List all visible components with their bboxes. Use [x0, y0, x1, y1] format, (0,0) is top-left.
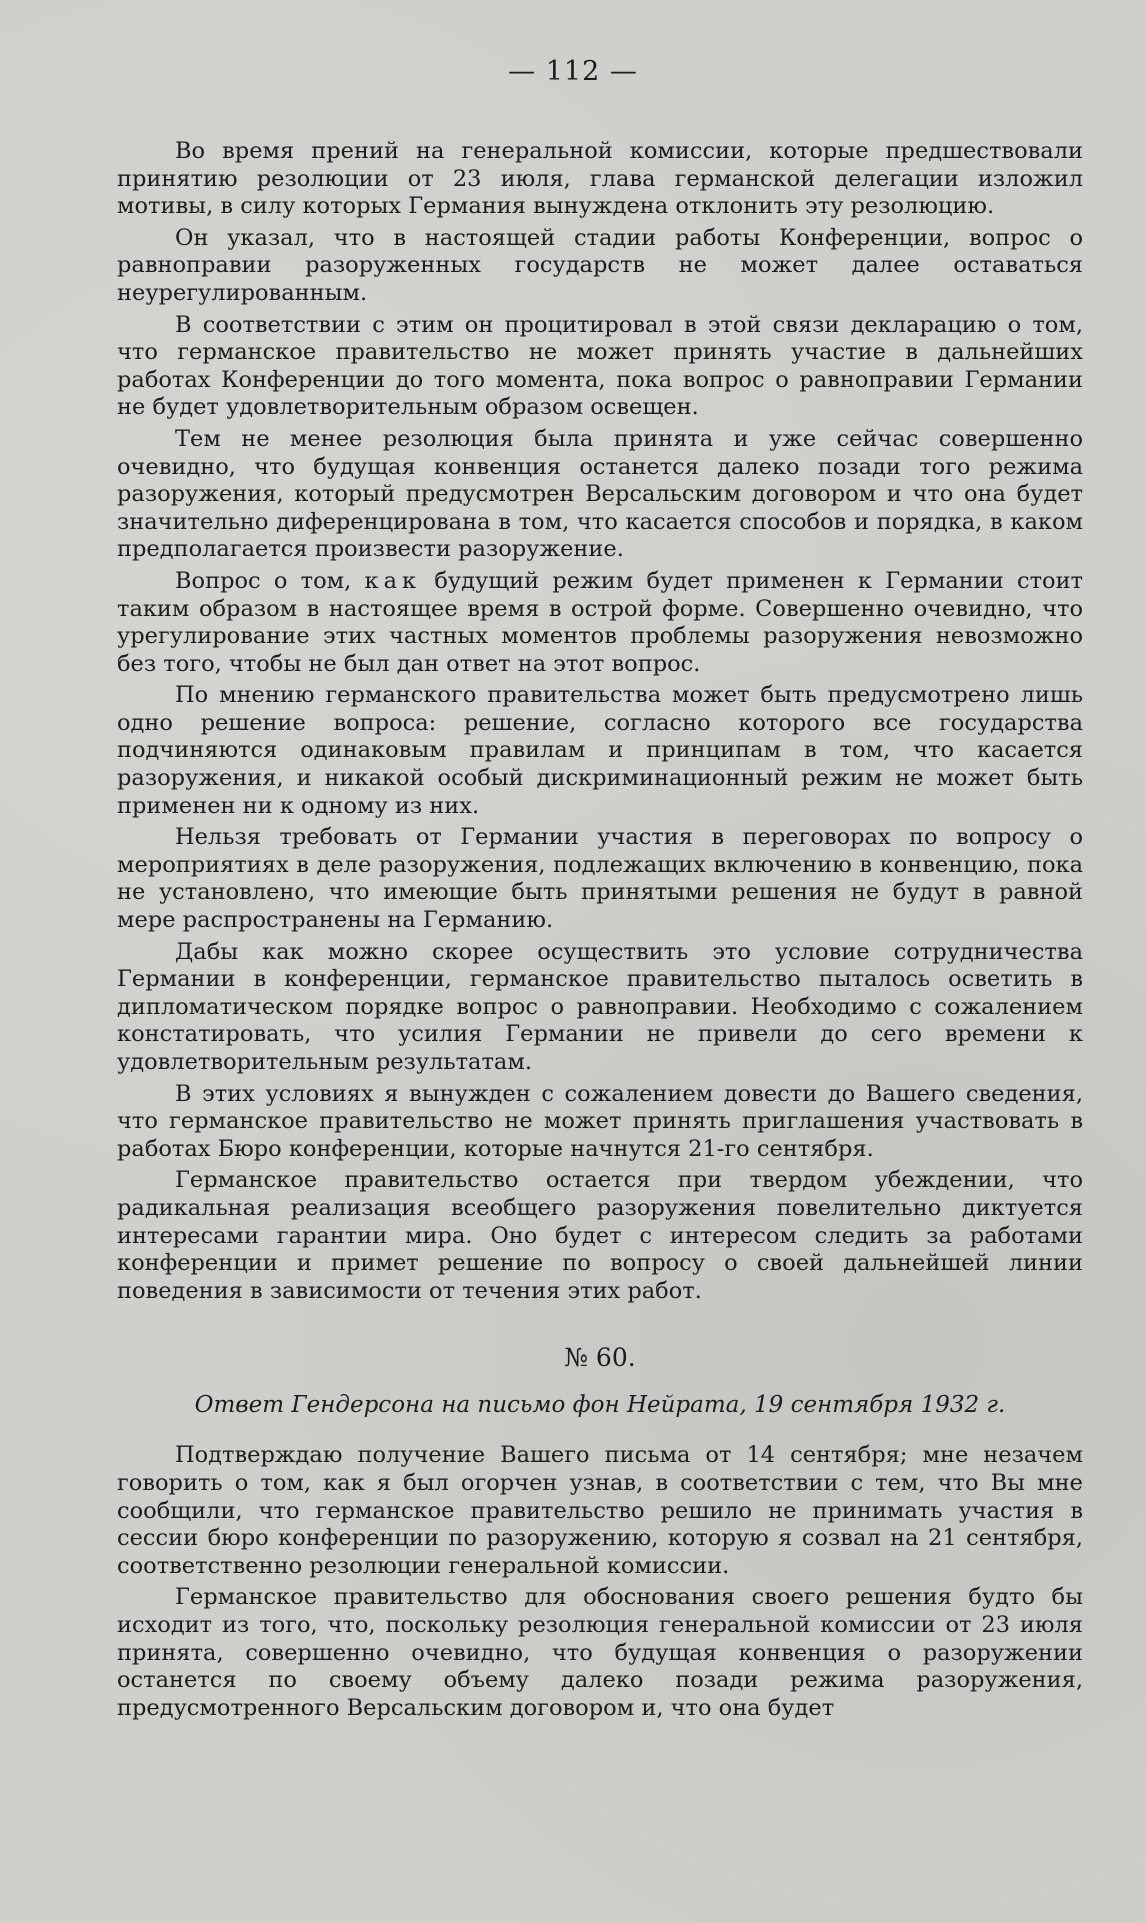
paragraph: Германское правительство остается при твердом убеждении, что радикальная реализация всеобщего разоружения повелительно диктуется интересами гарантии мира. Оно будет с интересом следить за работами конференции и примет решение по вопросу о своей дальнейшей линии поведения в зависимости от течения этих работ. — [117, 1167, 1083, 1304]
paragraph-text: Вопрос о том, — [175, 567, 352, 594]
paragraph: По мнению германского правительства может быть предусмотрено лишь одно решение вопроса: решение, согласно которого все государства подчиняются одинаковым правилам и принципам в том, что касается разоружения, и никакой особый дискриминационный режим не может быть применен ни к одному из них. — [117, 682, 1083, 819]
paragraph: Нельзя требовать от Германии участия в переговорах по вопросу о мероприятиях в деле разоружения, подлежащих включению в конвенцию, пока не установлено, что имеющие быть принятыми решения не будут в равной мере распространены на Германию. — [117, 824, 1083, 934]
paragraph: Германское правительство для обоснования своего решения будто бы исходит из того, что, поскольку резолюция генеральной комиссии от 23 июля принята, совершенно очевидно, что будущая конвенция о разоружении останется по своему объему далеко позади режима разоружения, предусмотренного Версальским договором и, что она будет — [117, 1584, 1083, 1721]
body-text — [117, 138, 1083, 1726]
paragraph: Он указал, что в настоящей стадии работы Конференции, вопрос о равноправии разоруженных государств не может далее оставаться неурегулированным. — [117, 224, 1083, 306]
paragraph: Во время прений на генеральной комиссии, которые предшествовали принятию резолюции от 23 июля, глава германской делегации изложил мотивы, в силу которых Германия вынуждена отклонить эту резолюцию. — [117, 138, 1083, 220]
document-heading: Ответ Гендерсона на письмо фон Нейрата, 19 сентября 1932 г. — [194, 1392, 1006, 1419]
document-number: № 60. — [564, 1343, 636, 1373]
paragraph — [117, 568, 1083, 678]
paragraph: Тем не менее резолюция была принята и уже сейчас совершенно очевидно, что будущая конвенция останется далеко позади того режима разоружения, который предусмотрен Версальским договором и что она будет значительно диференцирована в том, что касается способов и порядка, в каком предполагается произвести разоружение. — [117, 425, 1083, 563]
paragraph: В соответствии с этим он процитировал в этой связи декларацию о том, что германское правительство не может принять участие в дальнейших работах Конференции до того момента, пока вопрос о равноправии Германии не будет удовлетворительным образом освещен. — [117, 311, 1083, 421]
paragraph: В этих условиях я вынужден с сожалением довести до Вашего сведения, что германское правительство не может принять приглашения участвовать в работах Бюро конференции, которые начнутся 21-го сентября. — [117, 1080, 1083, 1162]
page-number: — 112 — — [508, 56, 638, 87]
paragraph: Дабы как можно скорее осуществить это условие сотрудничества Германии в конференции, германское правительство пыталось осветить в дипломатическом порядке вопрос о равноправии. Необходимо с сожалением констатировать, что усилия Германии не привели до сего времени к удовлетворительным результатам. — [117, 938, 1083, 1075]
paragraph-text: будущий режим будет применен к Германии стоит таким образом в настоящее время в острой форме. Совершенно очевидно, что урегулирование этих частных моментов проблемы разоружения невозможно без того, чтобы не был дан ответ на этот вопрос. — [117, 567, 1084, 677]
emphasized-word: как — [364, 567, 422, 594]
paragraph: Подтверждаю получение Вашего письма от 14 сентября; мне незачем говорить о том, как я был огорчен узнав, в соответствии с тем, что Вы мне сообщили, что германское правительство решило не принимать участия в сессии бюро конференции по разоружению, которую я созвал на 21 сентября, соответственно резолюции генеральной комиссии. — [117, 1442, 1083, 1579]
